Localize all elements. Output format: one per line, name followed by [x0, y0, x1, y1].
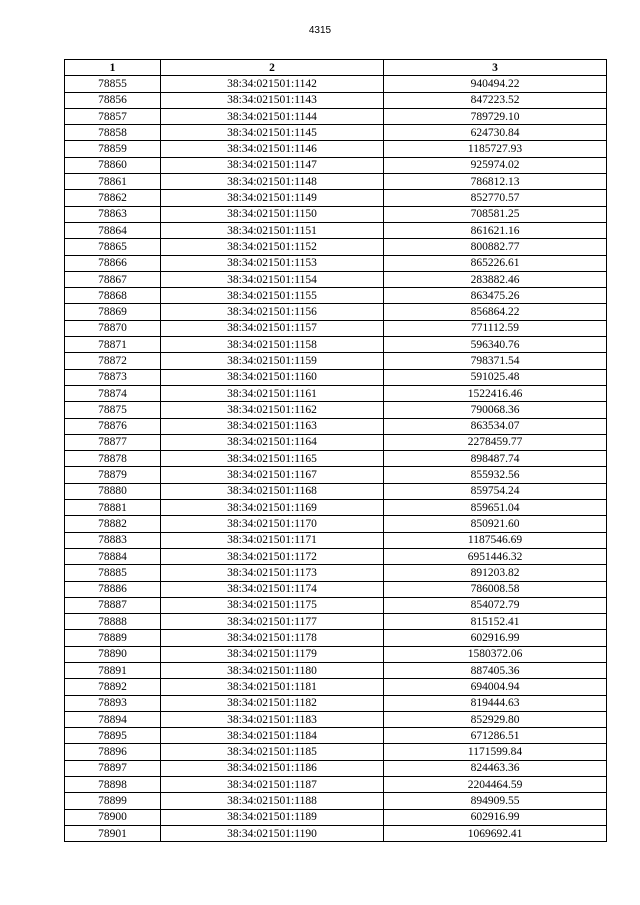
value-cell: 798371.54: [384, 353, 607, 369]
value-cell: 861621.16: [384, 222, 607, 238]
row-number-cell: 78894: [65, 711, 161, 727]
cadastral-number-cell: 38:34:021501:1145: [161, 125, 384, 141]
value-cell: 852929.80: [384, 711, 607, 727]
table-row: [65, 548, 607, 564]
value-cell: 1187546.69: [384, 532, 607, 548]
cadastral-number-cell: 38:34:021501:1173: [161, 565, 384, 581]
table-row: [65, 516, 607, 532]
cadastral-number-cell: 38:34:021501:1184: [161, 728, 384, 744]
value-cell: 865226.61: [384, 255, 607, 271]
row-number-cell: 78860: [65, 157, 161, 173]
row-number-cell: 78861: [65, 174, 161, 190]
table-row: [65, 434, 607, 450]
table-row: [65, 581, 607, 597]
cadastral-number-cell: 38:34:021501:1148: [161, 174, 384, 190]
row-number-cell: 78872: [65, 353, 161, 369]
table-row: [65, 418, 607, 434]
row-number-cell: 78886: [65, 581, 161, 597]
table-row: [65, 793, 607, 809]
table-row: [65, 711, 607, 727]
row-number-cell: 78897: [65, 760, 161, 776]
row-number-cell: 78869: [65, 304, 161, 320]
value-cell: 789729.10: [384, 108, 607, 124]
cadastral-number-cell: 38:34:021501:1158: [161, 337, 384, 353]
table-row: [65, 728, 607, 744]
value-cell: 850921.60: [384, 516, 607, 532]
cadastral-number-cell: 38:34:021501:1160: [161, 369, 384, 385]
table-row: [65, 825, 607, 841]
value-cell: 940494.22: [384, 76, 607, 92]
cadastral-number-cell: 38:34:021501:1183: [161, 711, 384, 727]
table-row: [65, 255, 607, 271]
value-cell: 602916.99: [384, 809, 607, 825]
value-cell: 602916.99: [384, 630, 607, 646]
value-cell: 624730.84: [384, 125, 607, 141]
cadastral-number-cell: 38:34:021501:1167: [161, 467, 384, 483]
cadastral-number-cell: 38:34:021501:1149: [161, 190, 384, 206]
table-row: [65, 125, 607, 141]
value-cell: 854072.79: [384, 597, 607, 613]
cadastral-number-cell: 38:34:021501:1186: [161, 760, 384, 776]
cadastral-number-cell: 38:34:021501:1157: [161, 320, 384, 336]
value-cell: 824463.36: [384, 760, 607, 776]
value-cell: 2278459.77: [384, 434, 607, 450]
value-cell: 708581.25: [384, 206, 607, 222]
cadastral-number-cell: 38:34:021501:1150: [161, 206, 384, 222]
table-row: [65, 108, 607, 124]
row-number-cell: 78874: [65, 385, 161, 401]
value-cell: 863534.07: [384, 418, 607, 434]
row-number-cell: 78889: [65, 630, 161, 646]
row-number-cell: 78859: [65, 141, 161, 157]
row-number-cell: 78867: [65, 271, 161, 287]
table-row: [65, 174, 607, 190]
value-cell: 2204464.59: [384, 777, 607, 793]
table-row: [65, 157, 607, 173]
cadastral-number-cell: 38:34:021501:1178: [161, 630, 384, 646]
row-number-cell: 78868: [65, 288, 161, 304]
cadastral-number-cell: 38:34:021501:1151: [161, 222, 384, 238]
table-row: [65, 467, 607, 483]
value-cell: 815152.41: [384, 614, 607, 630]
value-cell: 1069692.41: [384, 825, 607, 841]
value-cell: 283882.46: [384, 271, 607, 287]
table-row: [65, 565, 607, 581]
table-row: [65, 353, 607, 369]
cadastral-number-cell: 38:34:021501:1169: [161, 500, 384, 516]
cadastral-number-cell: 38:34:021501:1170: [161, 516, 384, 532]
value-cell: 887405.36: [384, 662, 607, 678]
table-row: [65, 760, 607, 776]
cadastral-number-cell: 38:34:021501:1144: [161, 108, 384, 124]
table-row: [65, 304, 607, 320]
row-number-cell: 78883: [65, 532, 161, 548]
table-row: [65, 271, 607, 287]
value-cell: 898487.74: [384, 451, 607, 467]
column-header-1: 1: [65, 60, 161, 76]
table-row: [65, 500, 607, 516]
row-number-cell: 78856: [65, 92, 161, 108]
row-number-cell: 78892: [65, 679, 161, 695]
table-row: [65, 288, 607, 304]
cadastral-number-cell: 38:34:021501:1179: [161, 646, 384, 662]
row-number-cell: 78895: [65, 728, 161, 744]
cadastral-number-cell: 38:34:021501:1177: [161, 614, 384, 630]
value-cell: 1171599.84: [384, 744, 607, 760]
cadastral-number-cell: 38:34:021501:1175: [161, 597, 384, 613]
cadastral-number-cell: 38:34:021501:1171: [161, 532, 384, 548]
value-cell: 894909.55: [384, 793, 607, 809]
table-row: [65, 809, 607, 825]
table-row: [65, 337, 607, 353]
row-number-cell: 78866: [65, 255, 161, 271]
cadastral-number-cell: 38:34:021501:1153: [161, 255, 384, 271]
table-row: [65, 744, 607, 760]
table-row: [65, 646, 607, 662]
value-cell: 863475.26: [384, 288, 607, 304]
row-number-cell: 78876: [65, 418, 161, 434]
cadastral-number-cell: 38:34:021501:1159: [161, 353, 384, 369]
row-number-cell: 78875: [65, 402, 161, 418]
table-row: [65, 402, 607, 418]
table-row: [65, 777, 607, 793]
row-number-cell: 78899: [65, 793, 161, 809]
table-row: [65, 369, 607, 385]
column-header-3: 3: [384, 60, 607, 76]
value-cell: 694004.94: [384, 679, 607, 695]
value-cell: 925974.02: [384, 157, 607, 173]
row-number-cell: 78884: [65, 548, 161, 564]
row-number-cell: 78896: [65, 744, 161, 760]
value-cell: 591025.48: [384, 369, 607, 385]
cadastral-number-cell: 38:34:021501:1154: [161, 271, 384, 287]
table-row: [65, 679, 607, 695]
cadastral-number-cell: 38:34:021501:1185: [161, 744, 384, 760]
cadastral-number-cell: 38:34:021501:1163: [161, 418, 384, 434]
cadastral-number-cell: 38:34:021501:1190: [161, 825, 384, 841]
table-row: [65, 451, 607, 467]
cadastral-number-cell: 38:34:021501:1187: [161, 777, 384, 793]
table-row: [65, 532, 607, 548]
header-row: [65, 60, 607, 76]
cadastral-number-cell: 38:34:021501:1146: [161, 141, 384, 157]
value-cell: 6951446.32: [384, 548, 607, 564]
row-number-cell: 78901: [65, 825, 161, 841]
value-cell: 786008.58: [384, 581, 607, 597]
table-row: [65, 92, 607, 108]
value-cell: 852770.57: [384, 190, 607, 206]
cadastral-number-cell: 38:34:021501:1162: [161, 402, 384, 418]
value-cell: 847223.52: [384, 92, 607, 108]
cadastral-number-cell: 38:34:021501:1161: [161, 385, 384, 401]
cadastral-number-cell: 38:34:021501:1180: [161, 662, 384, 678]
row-number-cell: 78862: [65, 190, 161, 206]
row-number-cell: 78898: [65, 777, 161, 793]
value-cell: 856864.22: [384, 304, 607, 320]
value-cell: 1522416.46: [384, 385, 607, 401]
row-number-cell: 78880: [65, 483, 161, 499]
value-cell: 819444.63: [384, 695, 607, 711]
row-number-cell: 78893: [65, 695, 161, 711]
row-number-cell: 78878: [65, 451, 161, 467]
cadastral-number-cell: 38:34:021501:1168: [161, 483, 384, 499]
table-row: [65, 483, 607, 499]
row-number-cell: 78890: [65, 646, 161, 662]
row-number-cell: 78879: [65, 467, 161, 483]
table-row: [65, 222, 607, 238]
table-header: [65, 60, 607, 76]
value-cell: 786812.13: [384, 174, 607, 190]
row-number-cell: 78870: [65, 320, 161, 336]
data-table: [64, 59, 607, 842]
table-row: [65, 239, 607, 255]
table-row: [65, 190, 607, 206]
value-cell: 771112.59: [384, 320, 607, 336]
value-cell: 859754.24: [384, 483, 607, 499]
row-number-cell: 78891: [65, 662, 161, 678]
row-number-cell: 78864: [65, 222, 161, 238]
value-cell: 800882.77: [384, 239, 607, 255]
value-cell: 790068.36: [384, 402, 607, 418]
cadastral-number-cell: 38:34:021501:1189: [161, 809, 384, 825]
cadastral-number-cell: 38:34:021501:1172: [161, 548, 384, 564]
table-row: [65, 695, 607, 711]
table-row: [65, 76, 607, 92]
table-row: [65, 630, 607, 646]
row-number-cell: 78888: [65, 614, 161, 630]
table-row: [65, 385, 607, 401]
table-row: [65, 662, 607, 678]
row-number-cell: 78855: [65, 76, 161, 92]
value-cell: 855932.56: [384, 467, 607, 483]
table-row: [65, 320, 607, 336]
row-number-cell: 78871: [65, 337, 161, 353]
row-number-cell: 78885: [65, 565, 161, 581]
value-cell: 671286.51: [384, 728, 607, 744]
cadastral-number-cell: 38:34:021501:1174: [161, 581, 384, 597]
value-cell: 1185727.93: [384, 141, 607, 157]
cadastral-number-cell: 38:34:021501:1164: [161, 434, 384, 450]
cadastral-number-cell: 38:34:021501:1181: [161, 679, 384, 695]
cadastral-number-cell: 38:34:021501:1165: [161, 451, 384, 467]
cadastral-number-cell: 38:34:021501:1182: [161, 695, 384, 711]
cadastral-number-cell: 38:34:021501:1147: [161, 157, 384, 173]
table-row: [65, 141, 607, 157]
cadastral-number-cell: 38:34:021501:1152: [161, 239, 384, 255]
row-number-cell: 78863: [65, 206, 161, 222]
value-cell: 1580372.06: [384, 646, 607, 662]
row-number-cell: 78881: [65, 500, 161, 516]
table-body: [65, 76, 607, 842]
row-number-cell: 78857: [65, 108, 161, 124]
row-number-cell: 78900: [65, 809, 161, 825]
value-cell: 891203.82: [384, 565, 607, 581]
cadastral-number-cell: 38:34:021501:1143: [161, 92, 384, 108]
cadastral-number-cell: 38:34:021501:1155: [161, 288, 384, 304]
row-number-cell: 78882: [65, 516, 161, 532]
page-number: 4315: [308, 25, 332, 36]
row-number-cell: 78865: [65, 239, 161, 255]
row-number-cell: 78877: [65, 434, 161, 450]
table-row: [65, 206, 607, 222]
row-number-cell: 78858: [65, 125, 161, 141]
value-cell: 596340.76: [384, 337, 607, 353]
table-row: [65, 597, 607, 613]
column-header-2: 2: [161, 60, 384, 76]
cadastral-number-cell: 38:34:021501:1156: [161, 304, 384, 320]
cadastral-number-cell: 38:34:021501:1142: [161, 76, 384, 92]
row-number-cell: 78873: [65, 369, 161, 385]
row-number-cell: 78887: [65, 597, 161, 613]
table-row: [65, 614, 607, 630]
value-cell: 859651.04: [384, 500, 607, 516]
cadastral-number-cell: 38:34:021501:1188: [161, 793, 384, 809]
